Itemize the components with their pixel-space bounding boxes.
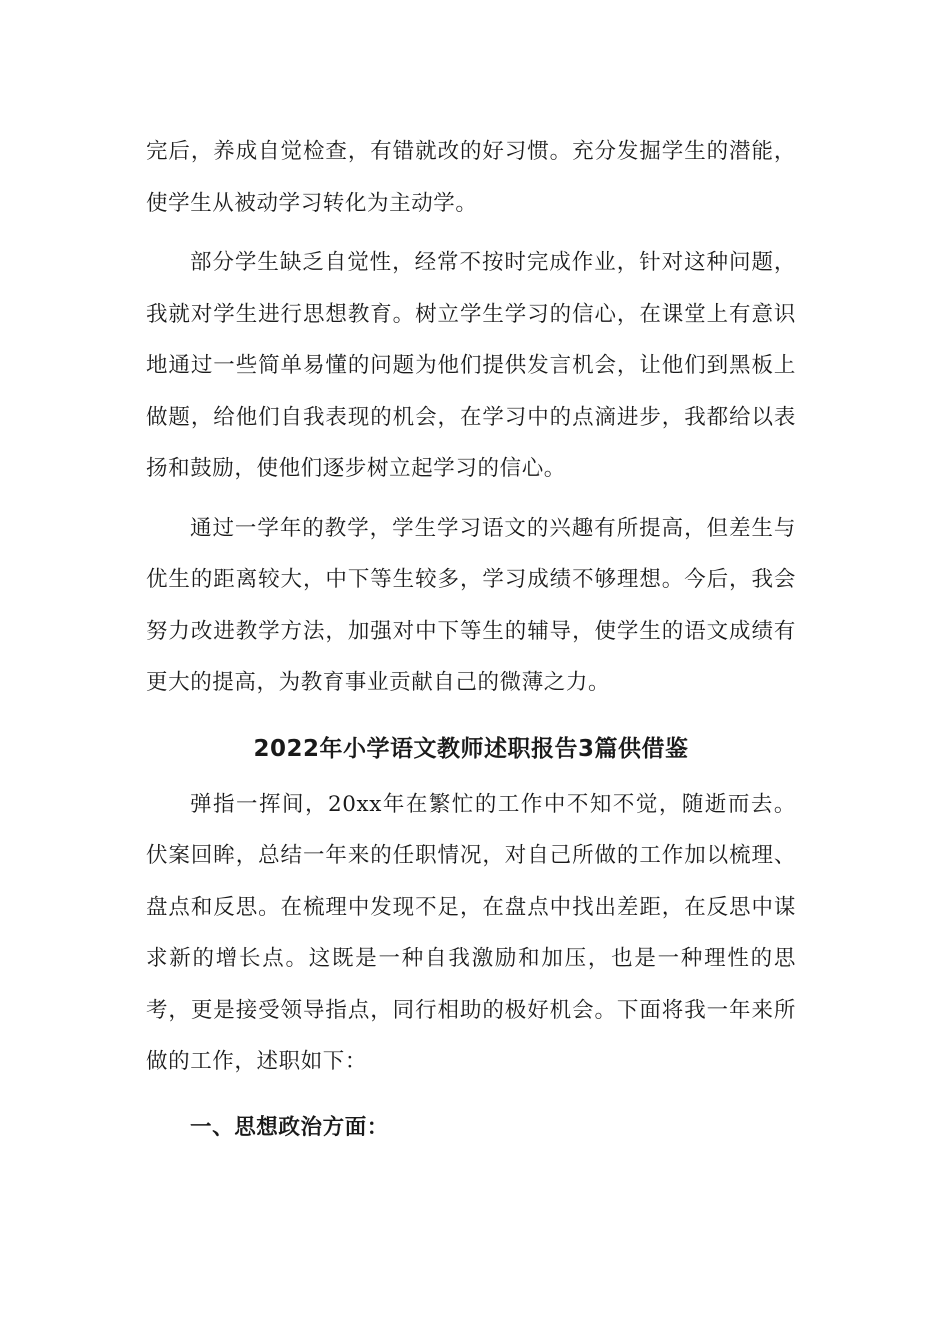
report-title: 2022年小学语文教师述职报告3篇供借鉴 [253, 735, 689, 762]
paragraph-year-summary: 通过一学年的教学，学生学习语文的兴趣有所提高，但差生与优生的距离较大，中下等生较多，学习成绩不够理想。今后，我会努力改进教学方法，加强对中下等生的辅导，使学生的语文成绩有更大的提高，为教育事业贡献自己的微薄之力。 [146, 515, 796, 695]
paragraph-students-self-discipline: 部分学生缺乏自觉性，经常不按时完成作业，针对这种问题，我就对学生进行思想教育。树立学生学习的信心，在课堂上有意识地通过一些简单易懂的问题为他们提供发言机会，让他们到黑板上做题，给他们自我表现的机会，在学习中的点滴进步，我都给以表扬和鼓励，使他们逐步树立起学习的信心。 [146, 250, 796, 481]
paragraph-intro: 弹指一挥间，20xx年在繁忙的工作中不知不觉，随逝而去。伏案回眸，总结一年来的任职情况，对自己所做的工作加以梳理、盘点和反思。在梳理中发现不足，在盘点中找出差距，在反思中谋求新的增长点。这既是一种自我激励和加压，也是一种理性的思考，更是接受领导指点，同行相助的极好机会。下面将我一年来所做的工作，述职如下： [146, 791, 796, 1074]
document-body [146, 126, 796, 1154]
section-heading: 一、思想政治方面： [190, 1114, 389, 1140]
paragraph-continuation: 完后，养成自觉检查，有错就改的好习惯。充分发掘学生的潜能，使学生从被动学习转化为主动学。 [146, 139, 796, 216]
